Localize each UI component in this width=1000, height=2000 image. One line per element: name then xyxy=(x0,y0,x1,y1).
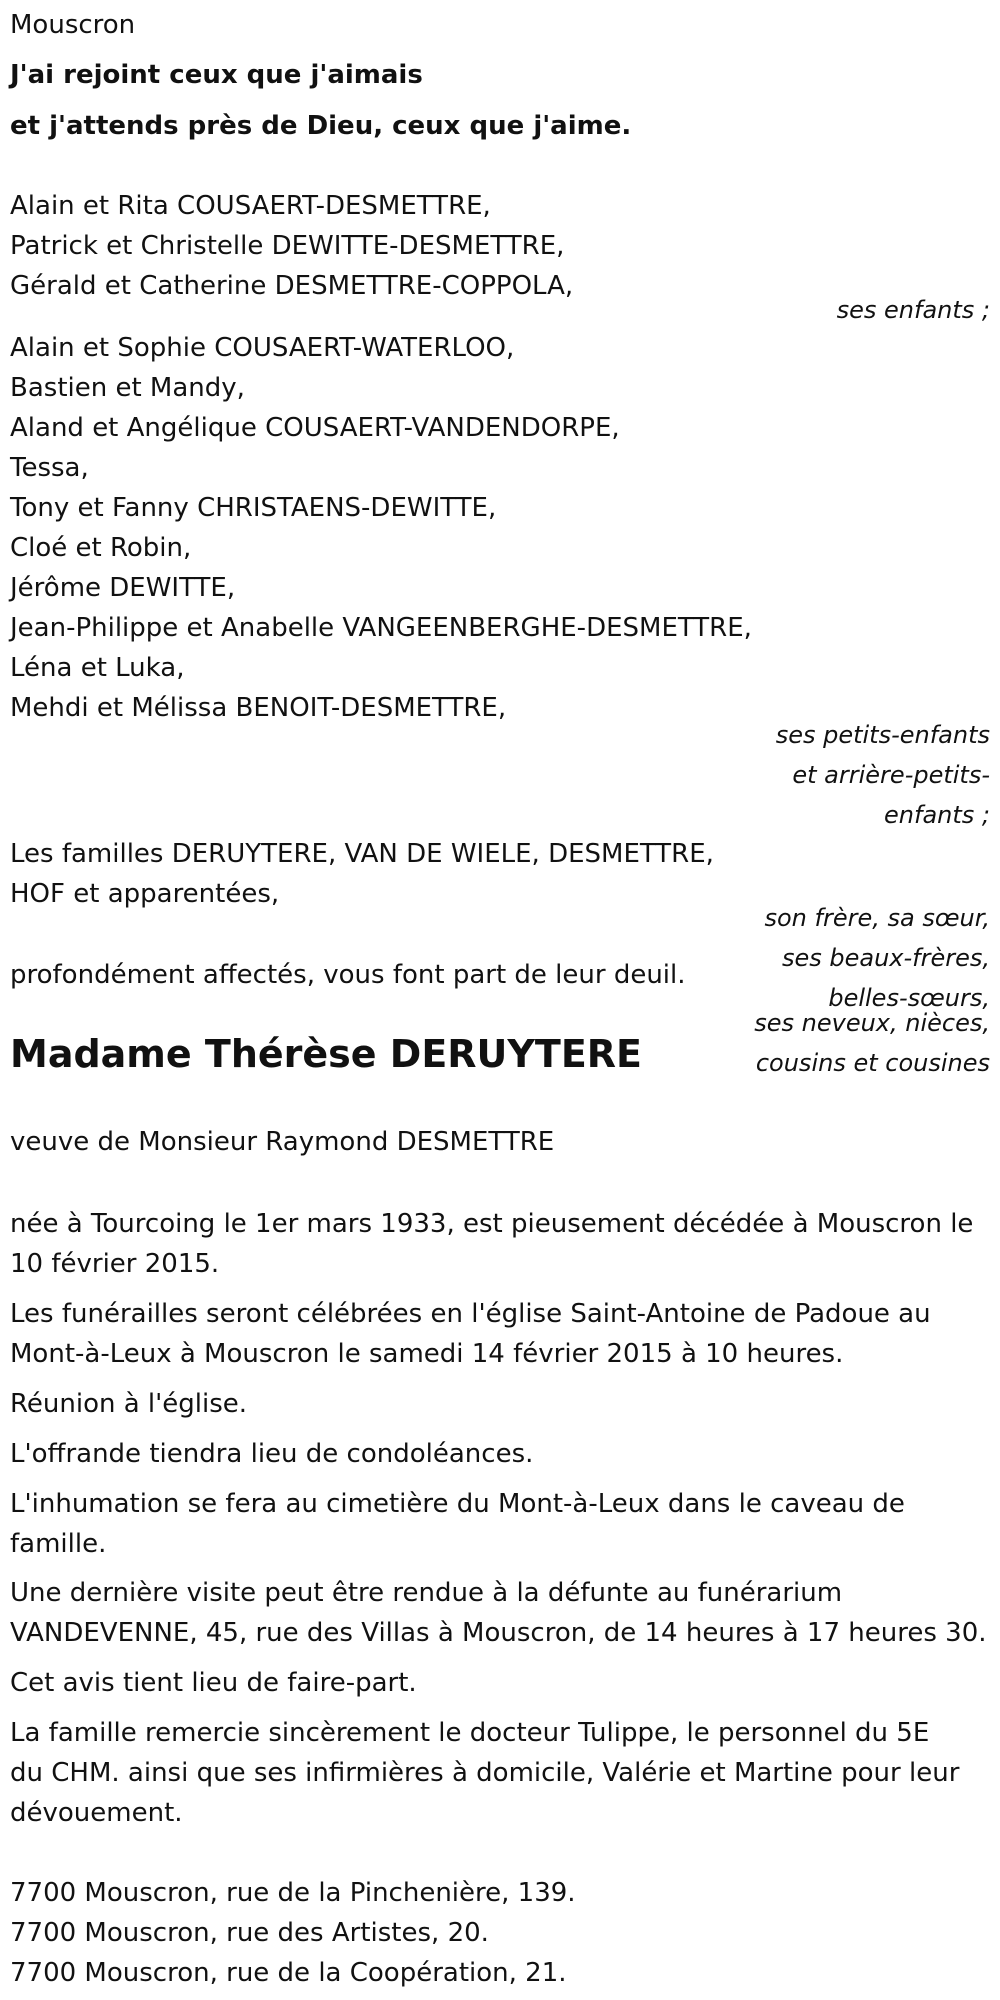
verse-line-2: et j'attends près de Dieu, ceux que j'aime. xyxy=(10,111,632,141)
detail-line: L'offrande tiendra lieu de condoléances. xyxy=(10,1439,534,1469)
verse-line-1: J'ai rejoint ceux que j'aimais xyxy=(10,60,423,90)
announcement-text: profondément affectés, vous font part de leur deuil. xyxy=(10,960,686,990)
grandchildren-label-line: ses petits-enfants xyxy=(775,721,990,749)
detail-line: Cet avis tient lieu de faire-part. xyxy=(10,1668,417,1698)
siblings-label-line: cousins et cousines xyxy=(755,1049,990,1077)
detail-line: Une dernière visite peut être rendue à la défunte au funérarium xyxy=(10,1578,843,1608)
grandchildren-line: Cloé et Robin, xyxy=(10,533,192,563)
families-line: Les familles DERUYTERE, VAN DE WIELE, DESMETTRE, xyxy=(10,839,714,869)
children-line: Gérald et Catherine DESMETTRE-COPPOLA, xyxy=(10,271,574,301)
detail-line: née à Tourcoing le 1er mars 1933, est pieusement décédée à Mouscron le xyxy=(10,1209,974,1239)
siblings-label-line: ses neveux, nièces, xyxy=(754,1009,990,1037)
detail-line: VANDEVENNE, 45, rue des Villas à Mouscron, de 14 heures à 17 heures 30. xyxy=(10,1618,987,1648)
detail-line: Réunion à l'église. xyxy=(10,1389,248,1419)
grandchildren-line: Aland et Angélique COUSAERT-VANDENDORPE, xyxy=(10,413,620,443)
grandchildren-label-line: et arrière-petits- xyxy=(792,761,990,789)
address-line: 7700 Mouscron, rue de la Coopération, 21. xyxy=(10,1958,567,1988)
grandchildren-line: Bastien et Mandy, xyxy=(10,373,245,403)
siblings-label-line: ses beaux-frères, xyxy=(781,944,990,972)
deceased-name: Madame Thérèse DERUYTERE xyxy=(10,1032,643,1076)
detail-line: 10 février 2015. xyxy=(10,1249,220,1279)
children-line: Alain et Rita COUSAERT-DESMETTRE, xyxy=(10,191,491,221)
detail-line: Les funérailles seront célébrées en l'église Saint-Antoine de Padoue au xyxy=(10,1299,931,1329)
grandchildren-line: Tony et Fanny CHRISTAENS-DEWITTE, xyxy=(10,493,497,523)
siblings-label-line: son frère, sa sœur, xyxy=(764,904,990,932)
detail-line: Mont-à-Leux à Mouscron le samedi 14 février 2015 à 10 heures. xyxy=(10,1339,844,1369)
detail-line: dévouement. xyxy=(10,1798,183,1828)
children-label: ses enfants ; xyxy=(836,296,990,324)
address-line: 7700 Mouscron, rue des Artistes, 20. xyxy=(10,1918,489,1948)
grandchildren-line: Léna et Luka, xyxy=(10,653,185,683)
grandchildren-line: Jérôme DEWITTE, xyxy=(10,573,236,603)
detail-line: du CHM. ainsi que ses infirmières à domicile, Valérie et Martine pour leur xyxy=(10,1758,960,1788)
grandchildren-line: Mehdi et Mélissa BENOIT-DESMETTRE, xyxy=(10,693,507,723)
detail-line: L'inhumation se fera au cimetière du Mont-à-Leux dans le caveau de xyxy=(10,1489,905,1519)
detail-line: famille. xyxy=(10,1529,107,1559)
families-line: HOF et apparentées, xyxy=(10,879,280,909)
grandchildren-line: Alain et Sophie COUSAERT-WATERLOO, xyxy=(10,333,515,363)
grandchildren-line: Jean-Philippe et Anabelle VANGEENBERGHE-DESMETTRE, xyxy=(10,613,752,643)
widow-of-line: veuve de Monsieur Raymond DESMETTRE xyxy=(10,1127,555,1157)
detail-line: La famille remercie sincèrement le docteur Tulippe, le personnel du 5E xyxy=(10,1718,930,1748)
children-line: Patrick et Christelle DEWITTE-DESMETTRE, xyxy=(10,231,565,261)
address-line: 7700 Mouscron, rue de la Pinchenière, 139. xyxy=(10,1878,576,1908)
grandchildren-label-line: enfants ; xyxy=(884,801,990,829)
siblings-label-line: belles-sœurs, xyxy=(828,984,990,1012)
city-heading: Mouscron xyxy=(10,10,136,40)
grandchildren-line: Tessa, xyxy=(10,453,89,483)
